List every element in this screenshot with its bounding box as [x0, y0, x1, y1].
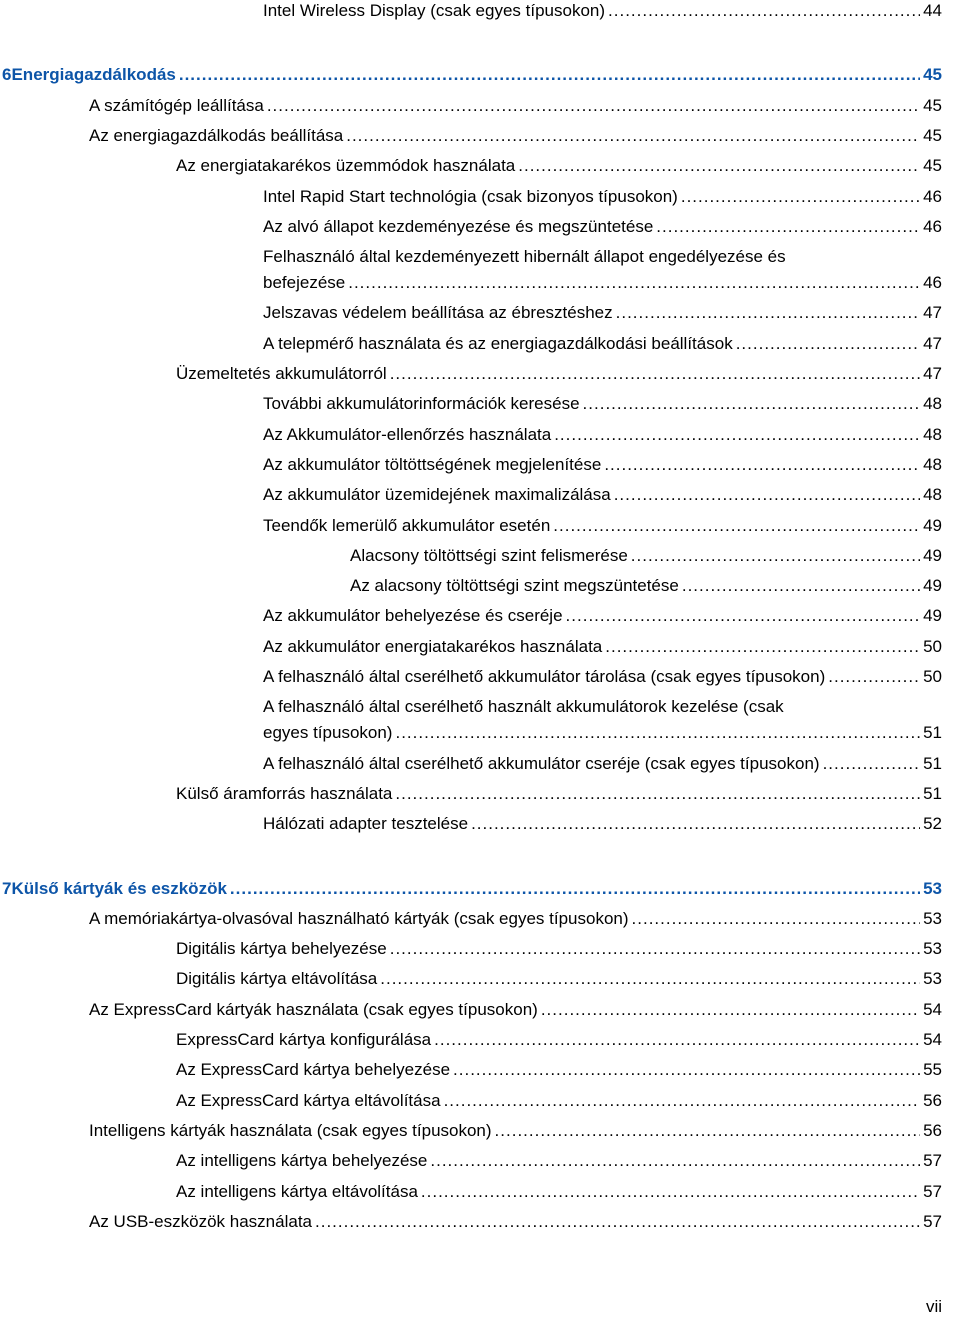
- dot-leader: [828, 666, 920, 688]
- dot-leader: [605, 636, 920, 658]
- toc-entry-title: Az ExpressCard kártyák használata (csak egyes típusokon): [89, 999, 538, 1019]
- toc-chapter[interactable]: [2, 878, 942, 908]
- dot-leader: [614, 484, 920, 506]
- dot-leader: [395, 783, 920, 805]
- toc-chapter[interactable]: [2, 64, 942, 94]
- toc-page-number: 47: [923, 303, 942, 323]
- toc-entry[interactable]: [176, 155, 942, 185]
- dot-leader: [453, 1059, 920, 1081]
- toc-entry[interactable]: [350, 575, 942, 605]
- toc-entry[interactable]: [176, 1090, 942, 1120]
- toc-page-number: 49: [923, 576, 942, 596]
- toc-page-number: 53: [923, 939, 942, 959]
- toc-entry[interactable]: [263, 302, 942, 332]
- page-number: vii: [925, 1297, 942, 1316]
- dot-leader: [823, 753, 921, 775]
- toc-entry-title: Az akkumulátor energiatakarékos használata: [263, 636, 603, 656]
- toc-entry[interactable]: [89, 1211, 942, 1241]
- toc-page-number: 53: [923, 878, 942, 898]
- toc-entry[interactable]: [263, 333, 942, 363]
- dot-leader: [566, 605, 921, 627]
- toc-page-number: 48: [923, 424, 942, 444]
- dot-leader: [315, 1211, 920, 1233]
- toc-page-number: 56: [923, 1120, 942, 1140]
- dot-leader: [604, 454, 920, 476]
- toc-entry-title: Az intelligens kártya behelyezése: [176, 1151, 428, 1171]
- toc-page-number: 44: [923, 1, 942, 20]
- toc-entry[interactable]: [263, 515, 942, 545]
- toc-entry-title: Üzemeltetés akkumulátorról: [176, 364, 387, 383]
- toc-entry-title: További akkumulátorinformációk keresése: [263, 394, 580, 414]
- toc-page-number: 45: [923, 125, 942, 145]
- toc-entry[interactable]: [89, 908, 942, 938]
- dot-leader: [348, 272, 920, 294]
- toc-entry[interactable]: [263, 454, 942, 484]
- toc-entry-title: Teendők lemerülő akkumulátor esetén: [263, 515, 551, 535]
- toc-page-number: 50: [923, 636, 942, 656]
- toc-page-number: 45: [923, 156, 942, 176]
- toc-page-number: 45: [923, 65, 942, 85]
- toc-entry-title: Felhasználó által kezdeményezett hibernált állapot engedélyezése és: [263, 247, 786, 267]
- toc-entry-title: Az Akkumulátor-ellenőrzés használata: [263, 424, 552, 444]
- toc-page-number: 49: [923, 606, 942, 626]
- toc-page-number: 54: [923, 1030, 942, 1049]
- dot-leader: [267, 95, 920, 117]
- toc-entry[interactable]: [176, 1150, 942, 1180]
- toc-entry[interactable]: [263, 636, 942, 666]
- dot-leader: [656, 216, 920, 238]
- dot-leader: [632, 908, 921, 930]
- dot-leader: [554, 424, 920, 446]
- toc-entry-title: A számítógép leállítása: [89, 95, 264, 115]
- toc-page-number: 50: [923, 667, 942, 686]
- dot-leader: [179, 64, 920, 86]
- toc-entry-title: ExpressCard kártya konfigurálása: [176, 1030, 432, 1049]
- toc-entry-title: Az intelligens kártya eltávolítása: [176, 1181, 418, 1201]
- toc-page-number: 48: [923, 394, 942, 414]
- toc-entry-title: Digitális kártya eltávolítása: [176, 969, 378, 989]
- dot-leader: [616, 302, 920, 324]
- toc-page-number: 48: [923, 454, 942, 474]
- toc-entry[interactable]: [89, 999, 942, 1029]
- toc-entry[interactable]: [176, 363, 942, 393]
- toc-page-number: 54: [923, 999, 942, 1019]
- toc-page-number: 49: [923, 545, 942, 565]
- toc-entry[interactable]: [176, 1181, 942, 1211]
- dot-leader: [736, 333, 920, 355]
- dot-leader: [583, 393, 921, 415]
- toc-page-number: 46: [923, 273, 942, 293]
- toc-entry-title: Az energiatakarékos üzemmódok használata: [176, 156, 516, 176]
- toc-entry[interactable]: [263, 393, 942, 423]
- dot-leader: [608, 0, 920, 22]
- dot-leader: [541, 999, 920, 1021]
- toc-entry-title: Energiagazdálkodás: [11, 65, 176, 85]
- toc-page-number: 48: [923, 485, 942, 505]
- toc-entry-title: Külső kártyák és eszközök: [11, 878, 227, 898]
- dot-leader: [682, 575, 920, 597]
- toc-entry-title: Az alvó állapot kezdeményezése és megszüntetése: [263, 216, 654, 236]
- toc-page-number: 51: [923, 723, 942, 743]
- dot-leader: [471, 813, 920, 835]
- dot-leader: [434, 1029, 920, 1051]
- toc-page-number: 53: [923, 908, 942, 928]
- toc-entry-title: A telepmérő használata és az energiagazdálkodási beállítások: [263, 333, 733, 353]
- dot-leader: [380, 968, 920, 990]
- toc-entry-title: Külső áramforrás használata: [176, 783, 393, 803]
- toc-entry-title: A memóriakártya-olvasóval használható kártyák (csak egyes típusokon): [89, 908, 629, 928]
- toc-page-number: 47: [923, 364, 942, 383]
- toc-entry-title: Az ExpressCard kártya eltávolítása: [176, 1090, 441, 1110]
- toc-entry-title: Intel Rapid Start technológia (csak bizonyos típusokon): [263, 186, 678, 206]
- toc-page-number: 56: [923, 1090, 942, 1110]
- toc-entry[interactable]: [263, 666, 942, 696]
- toc-entry-title: Az USB-eszközök használata: [89, 1211, 312, 1231]
- toc-entry[interactable]: [176, 1059, 942, 1089]
- toc-entry-title: Intel Wireless Display (csak egyes típusokon): [263, 1, 606, 20]
- toc-entry-title: Az akkumulátor töltöttségének megjelenítése: [263, 454, 602, 474]
- toc-entry[interactable]: [89, 95, 942, 125]
- toc-entry[interactable]: [176, 1029, 942, 1059]
- dot-leader: [444, 1090, 921, 1112]
- toc-page-number: 46: [923, 186, 942, 206]
- toc-entry[interactable]: [263, 605, 942, 635]
- toc-entry[interactable]: [263, 424, 942, 454]
- toc-entry[interactable]: [263, 216, 942, 246]
- toc-entry-title: Hálózati adapter tesztelése: [263, 814, 469, 834]
- toc-entry-title: A felhasználó által cserélhető akkumulátor tárolása (csak egyes típusokon): [263, 667, 826, 686]
- toc-entry[interactable]: [89, 1120, 942, 1150]
- dot-leader: [518, 155, 920, 177]
- toc-page-number: 53: [923, 969, 942, 989]
- toc-entry[interactable]: [263, 186, 942, 216]
- toc-page-number: 57: [923, 1151, 942, 1171]
- dot-leader: [681, 186, 920, 208]
- dot-leader: [230, 878, 920, 900]
- toc-entry[interactable]: [263, 484, 942, 514]
- toc-page-number: 45: [923, 95, 942, 115]
- dot-leader: [553, 515, 920, 537]
- toc-page-number: 51: [923, 783, 942, 803]
- toc-entry-continuation[interactable]: [263, 722, 942, 752]
- dot-leader: [421, 1181, 920, 1203]
- toc-entry[interactable]: [263, 813, 942, 843]
- toc-page-number: 51: [923, 753, 942, 773]
- toc-page-number: 47: [923, 333, 942, 353]
- toc-entry[interactable]: [176, 938, 942, 968]
- toc-entry[interactable]: [263, 753, 942, 783]
- toc-entry-title: Az alacsony töltöttségi szint megszüntetése: [350, 576, 679, 596]
- chapter-number: 6: [2, 65, 12, 85]
- toc-page-number: 49: [923, 515, 942, 535]
- toc-entry[interactable]: [350, 545, 942, 575]
- toc-entry-title: A felhasználó által cserélhető használt akkumulátorok kezelése (csak: [263, 697, 784, 717]
- dot-leader: [631, 545, 920, 567]
- toc-entry[interactable]: [89, 125, 942, 155]
- dot-leader: [430, 1150, 920, 1172]
- dot-leader: [346, 125, 920, 147]
- chapter-number: 7: [2, 878, 12, 898]
- toc-entry-title: Az ExpressCard kártya behelyezése: [176, 1060, 451, 1080]
- toc-entry-title: Alacsony töltöttségi szint felismerése: [350, 545, 628, 565]
- toc-entry-title: Intelligens kártyák használata (csak egyes típusokon): [89, 1120, 492, 1140]
- toc-entry-title-cont: befejezése: [263, 273, 346, 293]
- toc-page-number: 52: [923, 814, 942, 834]
- dot-leader: [390, 363, 920, 385]
- toc-page-number: 55: [923, 1060, 942, 1080]
- toc-entry-title-cont: egyes típusokon): [263, 723, 393, 743]
- toc-page-number: 57: [923, 1211, 942, 1231]
- toc-page-number: 57: [923, 1181, 942, 1201]
- toc-entry-title: Digitális kártya behelyezése: [176, 939, 387, 959]
- dot-leader: [495, 1120, 921, 1142]
- toc-entry-title: Az akkumulátor behelyezése és cseréje: [263, 606, 563, 626]
- toc-entry-title: Az akkumulátor üzemidejének maximalizálása: [263, 485, 611, 505]
- toc-entry[interactable]: [176, 968, 942, 998]
- toc-entry[interactable]: [263, 0, 942, 30]
- dot-leader: [395, 722, 920, 744]
- toc-entry-continuation[interactable]: [263, 272, 942, 302]
- toc-entry-title: Az energiagazdálkodás beállítása: [89, 125, 344, 145]
- toc-entry-title: A felhasználó által cserélhető akkumulátor cseréje (csak egyes típusokon): [263, 753, 820, 773]
- toc-entry-title: Jelszavas védelem beállítása az ébresztéshez: [263, 303, 613, 323]
- toc-entry[interactable]: [176, 783, 942, 813]
- toc-page-number: 46: [923, 216, 942, 236]
- dot-leader: [390, 938, 920, 960]
